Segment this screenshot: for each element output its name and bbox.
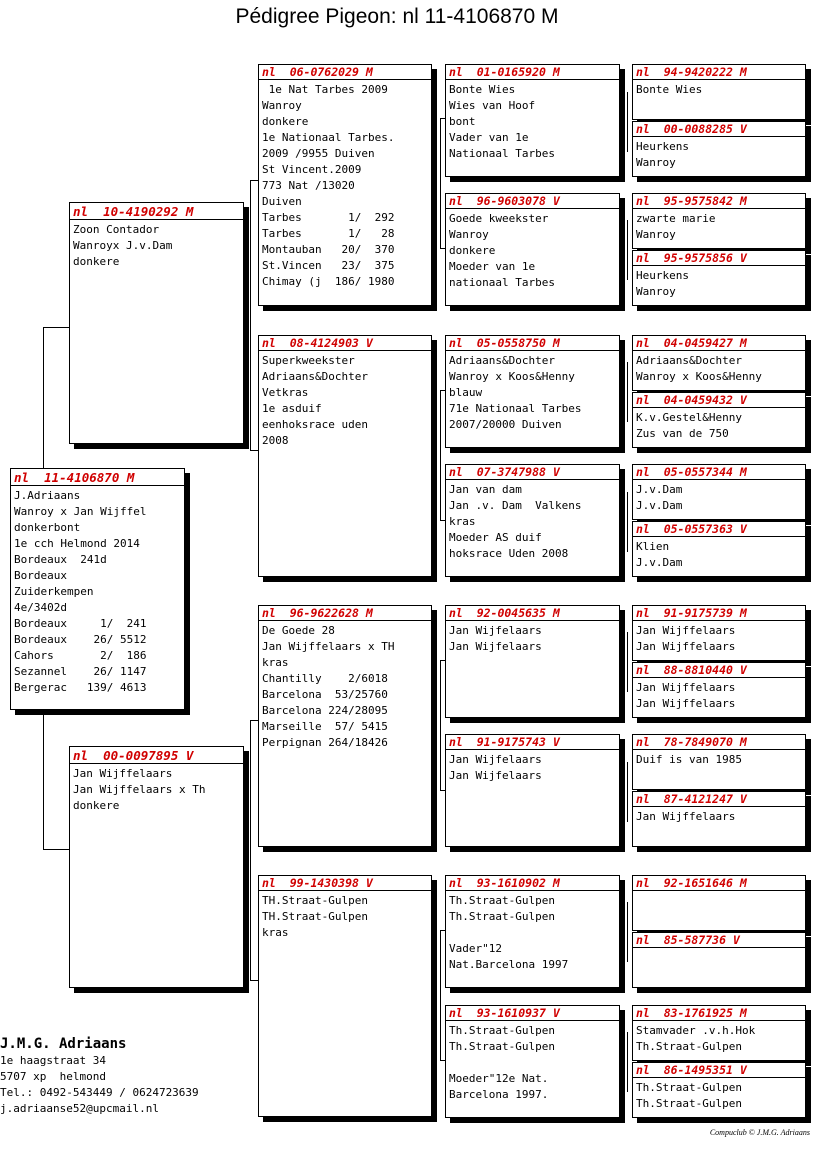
- owner-phone: Tel.: 0492-543449 / 0624723639: [0, 1086, 199, 1099]
- pigeon-details: [633, 266, 805, 300]
- pigeon-details: [446, 750, 619, 784]
- pigeon-details: [259, 891, 431, 941]
- detail-line: kras: [262, 656, 289, 669]
- connector-line: [250, 180, 258, 181]
- detail-line: Wanroy x Koos&Henny: [636, 370, 762, 383]
- pigeon-details: [633, 137, 805, 171]
- detail-line: J.v.Dam: [636, 556, 683, 569]
- detail-line: 2007/20000 Duiven: [449, 418, 562, 431]
- detail-line: Chantilly 2/6018: [262, 672, 388, 685]
- detail-line: Duif is van 1985: [636, 753, 742, 766]
- pigeon-details: [446, 351, 619, 433]
- detail-line: Vader"12: [449, 942, 502, 955]
- connector-line: [250, 180, 251, 325]
- ring-number: nl 04-0459427 M: [636, 336, 747, 350]
- detail-line: Bonte Wies: [636, 83, 703, 96]
- detail-line: Th.Straat-Gulpen: [636, 1040, 742, 1053]
- pigeon-card-gen4: [632, 250, 806, 306]
- detail-line: Wanroy: [449, 228, 489, 241]
- pigeon-card-gen3: [445, 605, 620, 718]
- pigeon-card-gen4: [632, 1062, 806, 1118]
- connector-line: [250, 450, 258, 451]
- pigeon-card-gen4: [632, 193, 806, 249]
- detail-line: Klien: [636, 540, 670, 553]
- owner-address: 1e haagstraat 34: [0, 1054, 106, 1067]
- pigeon-details: [633, 807, 805, 825]
- detail-line: Jan Wijfelaars: [449, 624, 542, 637]
- pigeon-card-gen4: [632, 335, 806, 391]
- detail-line: Jan van dam: [449, 483, 522, 496]
- pigeon-card-gen3: [445, 875, 620, 988]
- detail-line: TH.Straat-Gulpen: [262, 910, 368, 923]
- connector-line: [440, 930, 441, 1060]
- ring-number: nl 96-9603078 V: [449, 194, 560, 208]
- detail-line: Barcelona 224/28095: [262, 704, 388, 717]
- pigeon-card-gen4: [632, 605, 806, 661]
- detail-line: Vetkras: [262, 386, 309, 399]
- ring-number: nl 83-1761925 M: [636, 1006, 747, 1020]
- pigeon-card-gen3: [445, 1005, 620, 1118]
- detail-line: Adriaans&Dochter: [449, 354, 555, 367]
- detail-line: Th.Straat-Gulpen: [449, 1040, 555, 1053]
- detail-line: Moeder"12e Nat.: [449, 1072, 549, 1085]
- detail-line: 1e asduif: [262, 402, 322, 415]
- detail-line: Bordeaux 26/ 5512: [14, 633, 147, 646]
- detail-line: Jan Wijfelaars: [449, 640, 542, 653]
- pigeon-card-gen3: [445, 64, 620, 177]
- connector-line: [627, 92, 628, 152]
- pigeon-card-gen4: [632, 121, 806, 177]
- pigeon-card-gen4: [632, 521, 806, 577]
- detail-line: Th.Straat-Gulpen: [636, 1081, 742, 1094]
- detail-line: TH.Straat-Gulpen: [262, 894, 368, 907]
- pigeon-card-gen4: [632, 392, 806, 448]
- detail-line: Jan Wijffelaars: [636, 640, 736, 653]
- ring-number: nl 93-1610902 M: [449, 876, 560, 890]
- detail-line: Jan Wijfelaars: [449, 769, 542, 782]
- detail-line: Sezannel 26/ 1147: [14, 665, 147, 678]
- pigeon-details: [633, 351, 805, 385]
- detail-line: Moeder AS duif: [449, 531, 542, 544]
- pigeon-card-gen4: [632, 64, 806, 120]
- pigeon-details: [633, 1021, 805, 1055]
- pigeon-details: [633, 537, 805, 571]
- detail-line: Barcelona 1997.: [449, 1088, 549, 1101]
- detail-line: J.v.Dam: [636, 499, 683, 512]
- ring-number: nl 95-9575856 V: [636, 251, 747, 265]
- detail-line: 2009 /9955 Duiven: [262, 147, 375, 160]
- detail-line: kras: [262, 926, 289, 939]
- detail-line: Jan Wijffelaars: [636, 624, 736, 637]
- detail-line: Jan Wijfelaars: [449, 753, 542, 766]
- detail-line: J.v.Dam: [636, 483, 683, 496]
- ring-number: nl 05-0557363 V: [636, 522, 747, 536]
- ring-number: nl 04-0459432 V: [636, 393, 747, 407]
- detail-line: 71e Nationaal Tarbes: [449, 402, 582, 415]
- detail-line: De Goede 28: [262, 624, 335, 637]
- detail-line: Zoon Contador: [73, 223, 160, 236]
- connector-line: [440, 390, 441, 520]
- pigeon-card-gen4: [632, 791, 806, 847]
- detail-line: Zus van de 750: [636, 427, 729, 440]
- ring-number: nl 92-0045635 M: [449, 606, 560, 620]
- detail-line: blauw: [449, 386, 483, 399]
- pigeon-card-dam-dam: [258, 875, 432, 1117]
- pigeon-details: [446, 1021, 619, 1103]
- detail-line: Wanroy: [636, 285, 676, 298]
- detail-line: Montauban 20/ 370: [262, 243, 395, 256]
- pigeon-details: [633, 209, 805, 243]
- pigeon-details: [633, 80, 805, 98]
- pigeon-details: [633, 678, 805, 712]
- detail-line: Th.Straat-Gulpen: [449, 894, 555, 907]
- pigeon-details: [259, 351, 431, 449]
- detail-line: 2008: [262, 434, 289, 447]
- detail-line: Superkweekster: [262, 354, 355, 367]
- connector-line: [250, 865, 251, 980]
- detail-line: Jan Wijffelaars: [73, 767, 173, 780]
- connector-line: [43, 849, 70, 850]
- detail-line: Nat.Barcelona 1997: [449, 958, 569, 971]
- detail-line: Bordeaux: [14, 569, 67, 582]
- pigeon-details: [259, 80, 431, 290]
- connector-line: [250, 325, 251, 450]
- detail-line: Stamvader .v.h.Hok: [636, 1024, 756, 1037]
- pigeon-details: [633, 1078, 805, 1112]
- detail-line: Wanroyx J.v.Dam: [73, 239, 173, 252]
- ring-number: nl 78-7849070 M: [636, 735, 747, 749]
- detail-line: Jan Wijffelaars x Th: [73, 783, 206, 796]
- pigeon-card-gen4: [632, 464, 806, 520]
- pigeon-card-gen4: [632, 734, 806, 790]
- connector-line: [43, 710, 44, 850]
- detail-line: Wanroy: [262, 99, 302, 112]
- detail-line: eenhoksrace uden: [262, 418, 368, 431]
- detail-line: Tarbes 1/ 28: [262, 227, 395, 240]
- detail-line: Vader van 1e: [449, 131, 529, 144]
- detail-line: 1e Nat Tarbes 2009: [262, 83, 388, 96]
- pigeon-card-gen3: [445, 464, 620, 577]
- detail-line: [449, 925, 619, 941]
- detail-line: Heurkens: [636, 140, 689, 153]
- software-credit: Compuclub © J.M.G. Adriaans: [709, 1128, 810, 1137]
- detail-line: Wanroy: [636, 228, 676, 241]
- pigeon-card-dam-sire: [258, 605, 432, 847]
- ring-number: nl 96-9622628 M: [262, 606, 373, 620]
- detail-line: Cahors 2/ 186: [14, 649, 147, 662]
- pigeon-card-gen3: [445, 734, 620, 847]
- detail-line: Zuiderkempen: [14, 585, 94, 598]
- detail-line: Jan Wijffelaars x TH: [262, 640, 395, 653]
- ring-number: nl 93-1610937 V: [449, 1006, 560, 1020]
- pigeon-card-gen4: [632, 1005, 806, 1061]
- ring-number: nl 99-1430398 V: [262, 876, 373, 890]
- detail-line: nationaal Tarbes: [449, 276, 555, 289]
- connector-line: [250, 980, 258, 981]
- connector-line: [440, 118, 441, 248]
- detail-line: Jan Wijffelaars: [636, 810, 736, 823]
- pigeon-card-gen3: [445, 335, 620, 448]
- connector-line: [440, 660, 441, 790]
- connector-line: [627, 1032, 628, 1092]
- detail-line: donkere: [449, 244, 496, 257]
- detail-line: Moeder van 1e: [449, 260, 536, 273]
- ring-number: nl 92-1651646 M: [636, 876, 747, 890]
- detail-line: Th.Straat-Gulpen: [449, 1024, 555, 1037]
- detail-line: Jan Wijffelaars: [636, 681, 736, 694]
- detail-line: Perpignan 264/18426: [262, 736, 388, 749]
- pigeon-card-gen3: [445, 193, 620, 306]
- pigeon-card-gen4: [632, 875, 806, 931]
- detail-line: Marseille 57/ 5415: [262, 720, 388, 733]
- detail-line: Nationaal Tarbes: [449, 147, 555, 160]
- detail-line: Bonte Wies: [449, 83, 516, 96]
- detail-line: donkerbont: [14, 521, 81, 534]
- detail-line: Goede kweekster: [449, 212, 549, 225]
- ring-number: nl 94-9420222 M: [636, 65, 747, 79]
- connector-line: [627, 762, 628, 822]
- detail-line: Wies van Hoof: [449, 99, 536, 112]
- pigeon-card-sire: [69, 202, 244, 444]
- detail-line: St Vincent.2009: [262, 163, 362, 176]
- detail-line: bont: [449, 115, 476, 128]
- detail-line: Wanroy: [636, 156, 676, 169]
- pigeon-card-gen4: [632, 662, 806, 718]
- ring-number: nl 05-0557344 M: [636, 465, 747, 479]
- detail-line: zwarte marie: [636, 212, 716, 225]
- detail-line: [449, 1055, 619, 1071]
- detail-line: 1e Nationaal Tarbes.: [262, 131, 395, 144]
- ring-number: nl 06-0762029 M: [262, 65, 373, 79]
- pigeon-card-sire-sire: [258, 64, 432, 306]
- pigeon-details: [446, 891, 619, 973]
- pigeon-details: [633, 408, 805, 442]
- detail-line: hoksrace Uden 2008: [449, 547, 569, 560]
- detail-line: donkere: [73, 255, 120, 268]
- connector-line: [627, 362, 628, 422]
- connector-line: [627, 902, 628, 962]
- owner-postcode: 5707 xp helmond: [0, 1070, 106, 1083]
- detail-line: Bordeaux 241d: [14, 553, 107, 566]
- detail-line: Adriaans&Dochter: [262, 370, 368, 383]
- connector-line: [627, 220, 628, 280]
- connector-line: [250, 720, 251, 865]
- pigeon-card-subject: [10, 468, 185, 710]
- detail-line: K.v.Gestel&Henny: [636, 411, 742, 424]
- ring-number: nl 86-1495351 V: [636, 1063, 747, 1077]
- pigeon-details: [446, 480, 619, 562]
- detail-line: J.Adriaans: [14, 489, 81, 502]
- detail-line: Chimay (j 186/ 1980: [262, 275, 395, 288]
- connector-line: [627, 492, 628, 552]
- detail-line: Jan .v. Dam Valkens: [449, 499, 582, 512]
- pigeon-details: [70, 220, 243, 270]
- ring-number: nl 05-0558750 M: [449, 336, 560, 350]
- pigeon-details: [446, 621, 619, 655]
- detail-line: 773 Nat /13020: [262, 179, 355, 192]
- ring-number: nl 88-8810440 V: [636, 663, 747, 677]
- ring-number: nl 00-0097895 V: [73, 748, 194, 763]
- pigeon-details: [259, 621, 431, 751]
- detail-line: Tarbes 1/ 292: [262, 211, 395, 224]
- owner-info: [0, 1035, 199, 1117]
- detail-line: Bordeaux 1/ 241: [14, 617, 147, 630]
- pigeon-details: [446, 209, 619, 291]
- pigeon-details: [633, 621, 805, 655]
- detail-line: Heurkens: [636, 269, 689, 282]
- detail-line: Bergerac 139/ 4613: [14, 681, 147, 694]
- ring-number: nl 87-4121247 V: [636, 792, 747, 806]
- detail-line: kras: [449, 515, 476, 528]
- pigeon-card-dam: [69, 746, 244, 988]
- pigeon-details: [633, 480, 805, 514]
- pigeon-details: [633, 750, 805, 768]
- detail-line: Duiven: [262, 195, 302, 208]
- ring-number: nl 08-4124903 V: [262, 336, 373, 350]
- ring-number: nl 91-9175739 M: [636, 606, 747, 620]
- detail-line: Adriaans&Dochter: [636, 354, 742, 367]
- detail-line: Th.Straat-Gulpen: [449, 910, 555, 923]
- connector-line: [250, 720, 258, 721]
- detail-line: Barcelona 53/25760: [262, 688, 388, 701]
- detail-line: Wanroy x Jan Wijffel: [14, 505, 147, 518]
- detail-line: 1e cch Helmond 2014: [14, 537, 140, 550]
- ring-number: nl 01-0165920 M: [449, 65, 560, 79]
- detail-line: Th.Straat-Gulpen: [636, 1097, 742, 1110]
- pigeon-details: [446, 80, 619, 162]
- detail-line: St.Vincen 23/ 375: [262, 259, 395, 272]
- connector-line: [627, 632, 628, 692]
- pigeon-details: [633, 891, 805, 893]
- page-title: Pédigree Pigeon: nl 11-4106870 M: [235, 5, 559, 28]
- connector-line: [43, 327, 44, 470]
- ring-number: nl 00-0088285 V: [636, 122, 747, 136]
- pigeon-card-gen4: [632, 932, 806, 988]
- detail-line: Jan Wijffelaars: [636, 697, 736, 710]
- ring-number: nl 95-9575842 M: [636, 194, 747, 208]
- detail-line: 4e/3402d: [14, 601, 67, 614]
- pigeon-card-sire-dam: [258, 335, 432, 577]
- ring-number: nl 07-3747988 V: [449, 465, 560, 479]
- owner-name: J.M.G. Adriaans: [0, 1036, 127, 1052]
- owner-email: j.adriaanse52@upcmail.nl: [0, 1102, 159, 1115]
- detail-line: Wanroy x Koos&Henny: [449, 370, 575, 383]
- ring-number: nl 91-9175743 V: [449, 735, 560, 749]
- connector-line: [43, 327, 70, 328]
- pigeon-details: [11, 486, 184, 696]
- pigeon-details: [633, 948, 805, 950]
- ring-number: nl 85-587736 V: [636, 933, 740, 947]
- detail-line: donkere: [73, 799, 120, 812]
- ring-number: nl 10-4190292 M: [73, 204, 194, 219]
- pigeon-details: [70, 764, 243, 814]
- detail-line: donkere: [262, 115, 309, 128]
- ring-number: nl 11-4106870 M: [14, 470, 135, 485]
